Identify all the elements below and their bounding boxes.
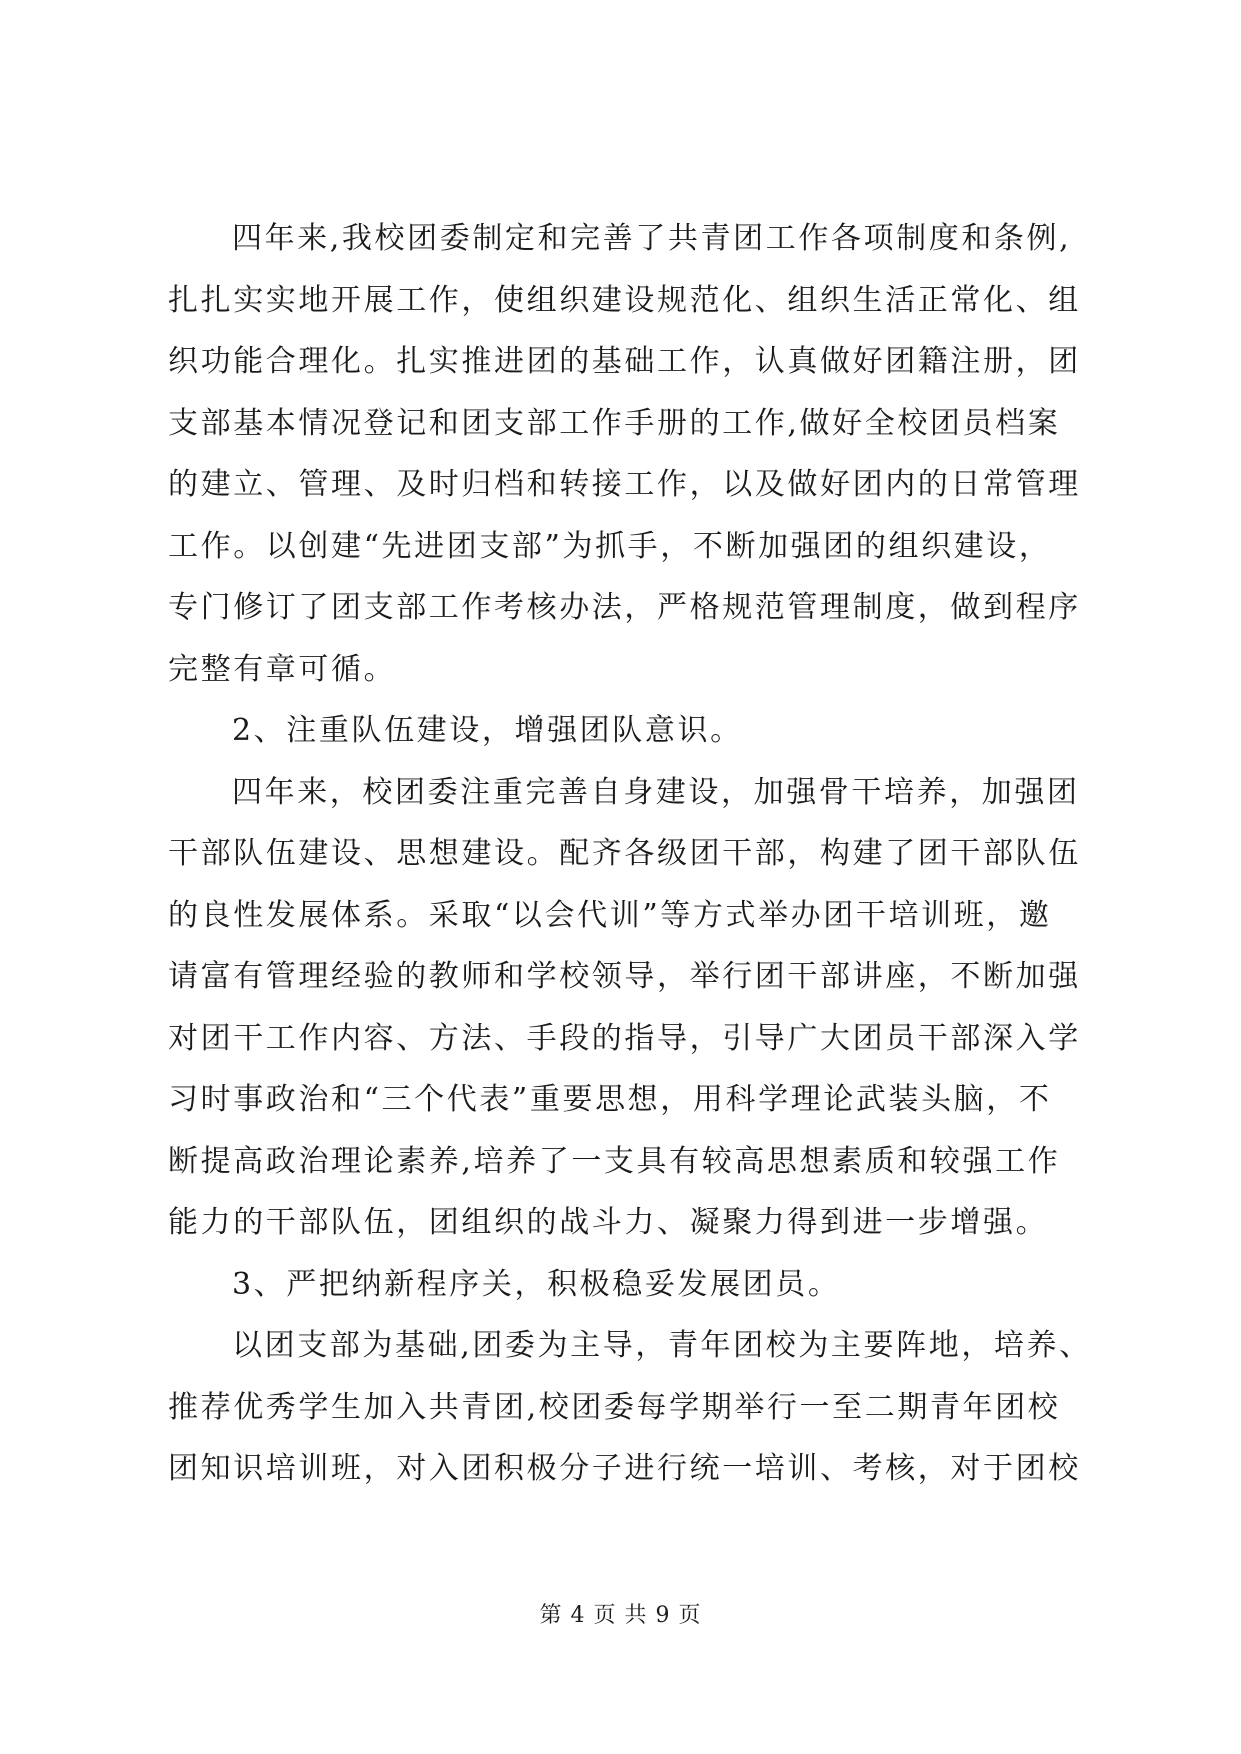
- paragraph-line: 工作。以创建“先进团支部”为抓手，不断加强团的组织建设，: [168, 528, 1052, 564]
- paragraph-line: 织功能合理化。扎实推进团的基础工作，认真做好团籍注册，团: [168, 344, 1081, 379]
- document-body: [168, 208, 1092, 1500]
- paragraph-line: 四年来，校团委注重完善自身建设，加强骨干培养，加强团: [232, 774, 1080, 810]
- paragraph-line: 干部队伍建设、思想建设。配齐各级团干部，构建了团干部队伍: [168, 836, 1081, 871]
- paragraph-line: 断提高政治理论素养,培养了一支具有较高思想素质和较强工作: [168, 1143, 1061, 1179]
- paragraph-line: 的建立、管理、及时归档和转接工作，以及做好团内的日常管理: [168, 467, 1081, 502]
- paragraph-line: 四年来,我校团委制定和完善了共青团工作各项制度和条例,: [232, 221, 1072, 256]
- paragraph-line: 对团干工作内容、方法、手段的指导，引导广大团员干部深入学: [168, 1020, 1081, 1056]
- paragraph-line: 完整有章可循。: [168, 651, 397, 687]
- paragraph-line: 专门修订了团支部工作考核办法，严格规范管理制度，做到程序: [168, 590, 1081, 625]
- paragraph-line: 支部基本情况登记和团支部工作手册的工作,做好全校团员档案: [168, 405, 1061, 441]
- section-heading: 2、注重队伍建设，增强团队意识。: [232, 713, 743, 748]
- paragraph-line: 推荐优秀学生加入共青团,校团委每学期举行一至二期青年团校: [168, 1389, 1061, 1425]
- section-heading: 3、严把纳新程序关，积极稳妥发展团员。: [232, 1266, 841, 1302]
- paragraph-line: 团知识培训班，对入团积极分子进行统一培训、考核，对于团校: [168, 1451, 1081, 1486]
- page-number-footer: 第 4 页 共 9 页: [539, 1603, 702, 1628]
- paragraph-line: 能力的干部队伍，团组织的战斗力、凝聚力得到进一步增强。: [168, 1205, 1049, 1240]
- paragraph-line: 扎扎实实地开展工作，使组织建设规范化、组织生活正常化、组: [168, 282, 1081, 318]
- paragraph-line: 以团支部为基础,团委为主导，青年团校为主要阵地，培养、: [232, 1328, 1092, 1363]
- paragraph-line: 请富有管理经验的教师和学校领导，举行团干部讲座，不断加强: [168, 959, 1081, 994]
- paragraph-line: 的良性发展体系。采取“以会代训”等方式举办团干培训班，邀: [168, 897, 1052, 933]
- paragraph-line: 习时事政治和“三个代表”重要思想，用科学理论武装头脑，不: [168, 1082, 1052, 1117]
